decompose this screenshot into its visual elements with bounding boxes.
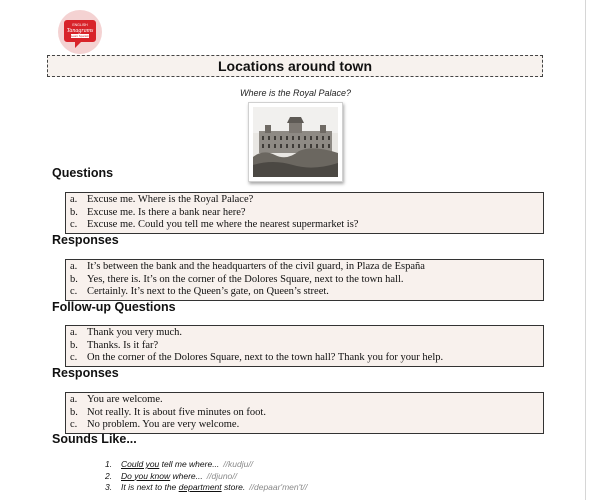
responses-box-2: [65, 392, 544, 434]
title-box: [47, 55, 543, 77]
section-heading-questions: Questions: [52, 166, 114, 180]
section-heading-responses-2: Responses: [52, 366, 119, 380]
list-item: c. Excuse me. Could you tell me where the nearest supermarket is?: [70, 219, 359, 230]
responses-box: [65, 259, 544, 301]
questions-box: [65, 192, 544, 234]
section-heading-follow-up: Follow-up Questions: [52, 300, 176, 314]
list-item: a. You are welcome.: [70, 394, 163, 405]
section-heading-sounds-like: Sounds Like...: [52, 432, 137, 446]
list-item: 3. It is next to the department store. //depaar'men't//: [105, 482, 308, 492]
follow-up-box: [65, 325, 544, 367]
tanagrams-logo: [55, 8, 105, 56]
logo-line2: Tanagrams: [66, 28, 94, 34]
section-heading-responses: Responses: [52, 233, 119, 247]
logo-line3: Learn Spanish: [70, 34, 90, 39]
list-item: b. Yes, there is. It’s on the corner of the Dolores Square, next to the town hall.: [70, 273, 404, 285]
logo-line1: ENGLISH: [72, 23, 88, 27]
list-item: c. Certainly. It’s next to the Queen’s gate, on Queen’s street.: [70, 286, 329, 297]
list-item: b. Excuse me. Is there a bank near here?: [70, 206, 246, 218]
palace-photo-icon: [253, 107, 338, 177]
list-item: 2. Do you know where... //djuno//: [105, 470, 237, 481]
page-title: Locations around town: [218, 58, 372, 74]
list-item: a. Thank you very much.: [70, 327, 183, 338]
palace-photo: [248, 102, 343, 182]
photo-caption: Where is the Royal Palace?: [239, 88, 352, 98]
list-item: a. Excuse me. Where is the Royal Palace?: [70, 194, 254, 205]
list-item: 1. Could you tell me where... //kudju//: [105, 459, 254, 469]
sounds-like-list: [105, 459, 307, 494]
list-item: c. On the corner of the Dolores Square, next to the town hall? Thank you for your help.: [70, 352, 444, 363]
list-item: c. No problem. You are very welcome.: [70, 419, 240, 430]
list-item: b. Thanks. Is it far?: [70, 339, 159, 351]
list-item: b. Not really. It is about five minutes on foot.: [70, 406, 266, 418]
list-item: a. It’s between the bank and the headquarters of the civil guard, in Plaza de España: [70, 261, 425, 272]
